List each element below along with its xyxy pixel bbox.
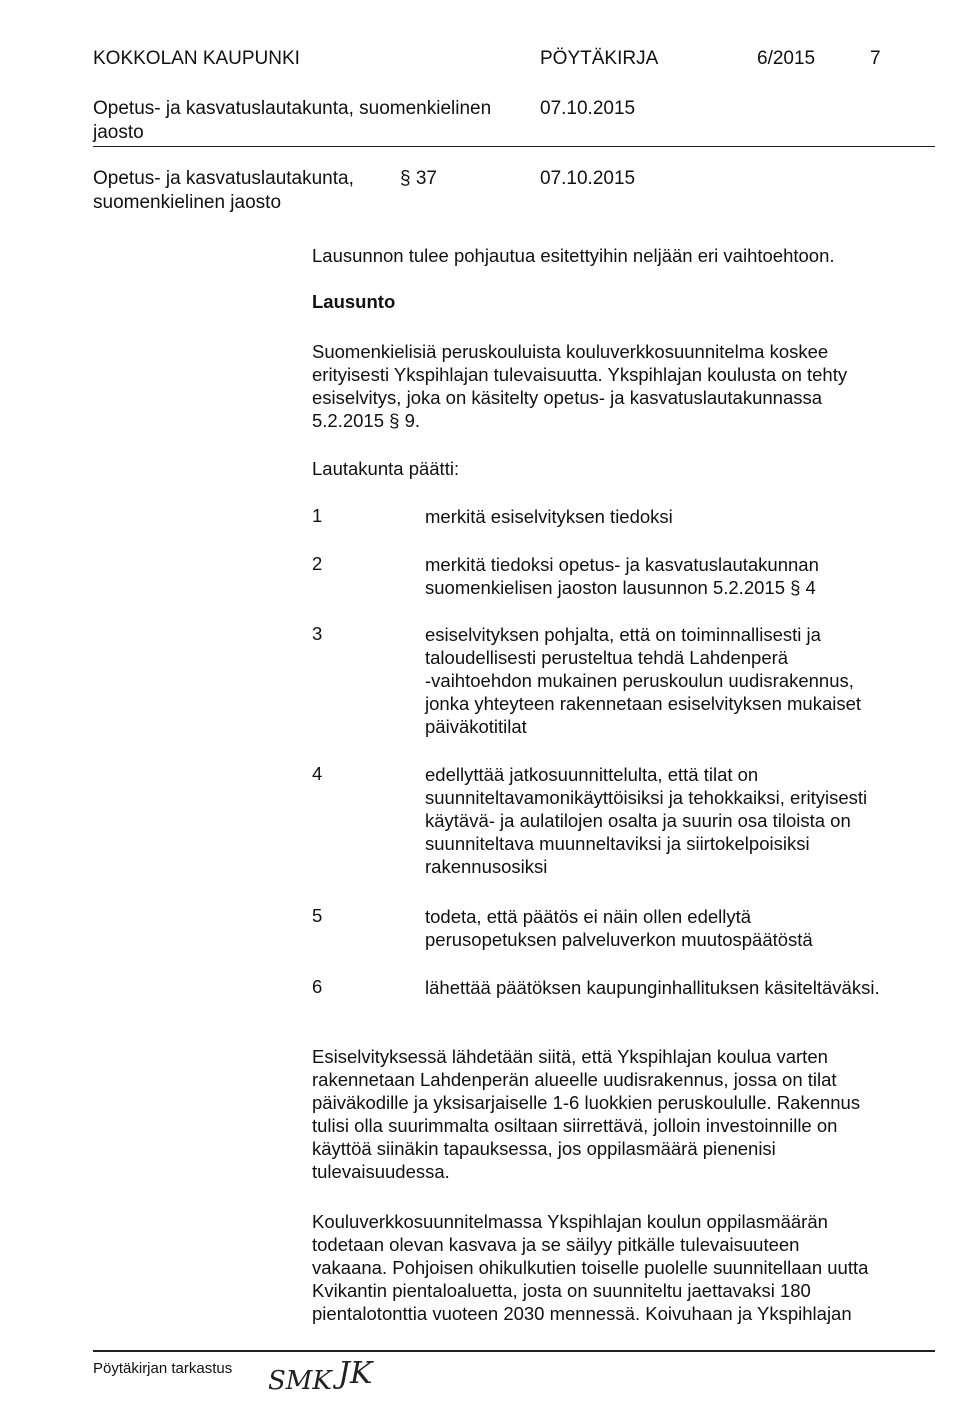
decision-heading: Lautakunta päätti:	[312, 458, 460, 479]
body-paragraph-1	[312, 1045, 860, 1183]
page-number: 7	[870, 48, 881, 69]
decision-line: käytävä- ja aulatilojen osalta ja suurin osa tiloista on	[425, 810, 851, 831]
decision-line: suunniteltavamonikäyttöisiksi ja tehokkaiksi, erityisesti	[425, 787, 868, 808]
header-committee-line1: Opetus- ja kasvatuslautakunta, suomenkielinen	[93, 98, 492, 119]
lausunto-line: Suomenkielisiä peruskouluista kouluverkkosuunnitelma koskee	[312, 341, 829, 362]
body-line: päiväkodille ja yksisarjaiselle 1-6 luokkien peruskoululle. Rakennus	[312, 1092, 861, 1113]
body-line: tulevaisuudessa.	[312, 1161, 450, 1182]
decision-number: 4	[312, 763, 323, 784]
decision-number: 1	[312, 505, 323, 526]
body-line: tulisi olla suurimmalta osiltaan siirrettävä, jolloin investoinnille on	[312, 1115, 838, 1136]
decision-item-5	[425, 905, 813, 951]
reviewer-initials-1: SMK	[268, 1366, 332, 1396]
decision-line: esiselvityksen pohjalta, että on toiminnallisesti ja	[425, 624, 821, 645]
decision-number: 2	[312, 553, 323, 574]
decision-line: edellyttää jatkosuunnittelulta, että tilat on	[425, 764, 759, 785]
decision-number: 3	[312, 623, 323, 644]
body-line: pientalotonttia vuoteen 2030 mennessä. Koivuhaan ja Ykspihlajan	[312, 1303, 852, 1324]
body-line: Esiselvityksessä lähdetään siitä, että Ykspihlajan koulua varten	[312, 1046, 828, 1067]
reviewer-initials-2: JK	[338, 1356, 373, 1391]
decision-line: -vaihtoehdon mukainen peruskoulun uudisrakennus,	[425, 670, 854, 691]
doc-number: 6/2015	[757, 48, 816, 69]
body-paragraph-2	[312, 1210, 868, 1325]
decision-line: taloudellisesti perusteltua tehdä Lahdenperä	[425, 647, 789, 668]
decision-item-3	[425, 623, 861, 738]
decision-item-6	[425, 976, 880, 999]
body-line: Kouluverkkosuunnitelmassa Ykspihlajan koulun oppilasmäärän	[312, 1211, 828, 1232]
lausunto-paragraph	[312, 340, 847, 432]
decision-line: merkitä tiedoksi opetus- ja kasvatuslautakunnan	[425, 554, 819, 575]
decision-line: rakennusosiksi	[425, 856, 548, 877]
decision-number: 5	[312, 905, 323, 926]
intro-text: Lausunnon tulee pohjautua esitettyihin neljään eri vaihtoehtoon.	[312, 245, 835, 266]
decision-line: perusopetuksen palveluverkon muutospäätöstä	[425, 929, 813, 950]
header-rule	[93, 146, 935, 147]
decision-line: jonka yhteyteen rakennetaan esiselvityksen mukaiset	[425, 693, 862, 714]
lausunto-line: 5.2.2015 § 9.	[312, 410, 421, 431]
doc-type: PÖYTÄKIRJA	[540, 48, 659, 69]
body-line: Kvikantin pientaloaluetta, josta on suunniteltu jaettavaksi 180	[312, 1280, 811, 1301]
footer-label: Pöytäkirjan tarkastus	[93, 1360, 233, 1377]
org-name: KOKKOLAN KAUPUNKI	[93, 48, 300, 69]
decision-line: todeta, että päätös ei näin ollen edellytä	[425, 906, 752, 927]
section-paragraph: § 37	[400, 168, 437, 189]
decision-item-4	[425, 763, 867, 878]
decision-item-1	[425, 505, 673, 528]
footer-rule	[93, 1350, 935, 1352]
lausunto-line: esiselvitys, joka on käsitelty opetus- ja kasvatuslautakunnassa	[312, 387, 823, 408]
decision-line: lähettää päätöksen kaupunginhallituksen käsiteltäväksi.	[425, 977, 880, 998]
decision-line: merkitä esiselvityksen tiedoksi	[425, 506, 673, 527]
decision-item-2	[425, 553, 819, 599]
header-meeting-date: 07.10.2015	[540, 98, 636, 119]
body-line: vakaana. Pohjoisen ohikulkutien toiselle puolelle suunnitellaan uutta	[312, 1257, 869, 1278]
header-committee-line2: jaosto	[93, 122, 144, 143]
section-date: 07.10.2015	[540, 168, 636, 189]
body-line: rakennetaan Lahdenperän alueelle uudisrakennus, jossa on tilat	[312, 1069, 837, 1090]
decision-line: suomenkielisen jaoston lausunnon 5.2.2015 § 4	[425, 577, 816, 598]
body-line: käyttöä siinäkin tapauksessa, jos oppilasmäärä pienenisi	[312, 1138, 776, 1159]
decision-number: 6	[312, 976, 323, 997]
decision-line: suunniteltava muunneltaviksi ja siirtokelpoisiksi	[425, 833, 810, 854]
section-committee-line1: Opetus- ja kasvatuslautakunta,	[93, 168, 354, 189]
body-line: todetaan olevan kasvava ja se säilyy pitkälle tulevaisuuteen	[312, 1234, 800, 1255]
lausunto-heading: Lausunto	[312, 291, 396, 312]
lausunto-line: erityisesti Ykspihlajan tulevaisuutta. Ykspihlajan koulusta on tehty	[312, 364, 848, 385]
decision-line: päiväkotitilat	[425, 716, 527, 737]
section-committee-line2: suomenkielinen jaosto	[93, 192, 282, 213]
